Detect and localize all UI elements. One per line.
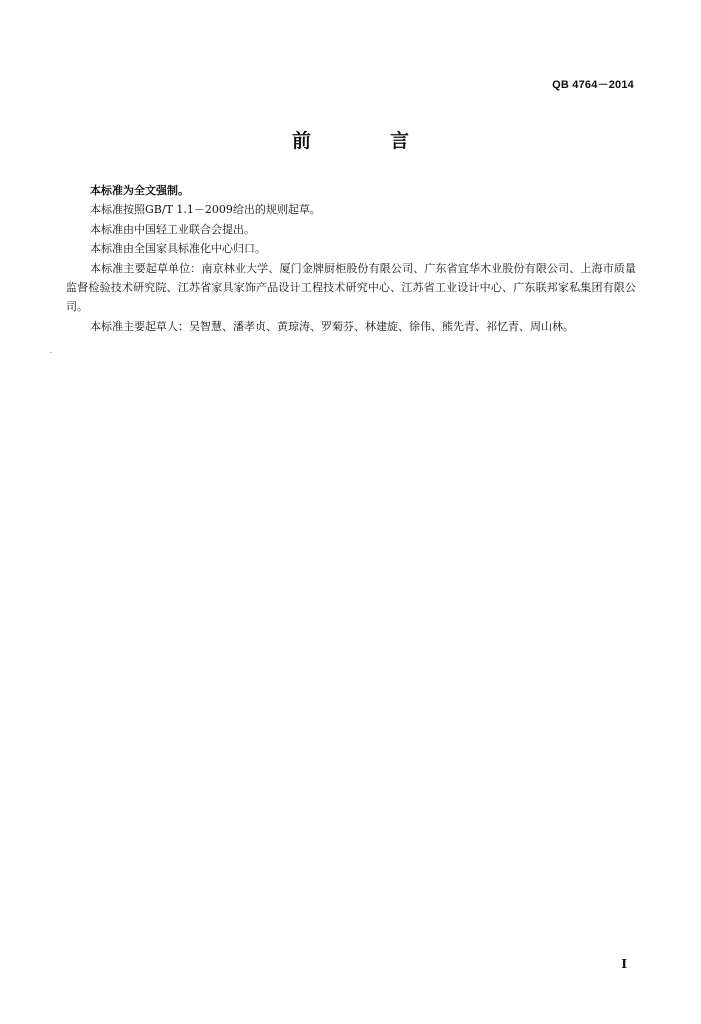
paragraph-proposed-by: 本标准由中国轻工业联合会提出。 — [90, 222, 255, 236]
scan-speck — [50, 352, 52, 353]
page-number: I — [621, 957, 627, 971]
paragraph-drafting-rules: 本标准按照GB/T 1.1－2009给出的规则起草。 — [90, 203, 321, 217]
paragraph-drafting-units: 本标准主要起草单位：南京林业大学、厦门金牌厨柜股份有限公司、广东省宜华木业股份有限公司、上海市质量监督检验技术研究院、江苏省家具家饰产品设计工程技术研究中心、江苏省工业设计中心、广东联邦家私集团有限公司。 — [66, 261, 636, 314]
paragraph-mandatory: 本标准为全文强制。 — [90, 184, 189, 197]
foreword-body — [66, 181, 636, 336]
standard-code: QB 4764－2014 — [552, 79, 634, 91]
section-title: 前 言 — [291, 130, 439, 152]
paragraph-centralized-by: 本标准由全国家具标准化中心归口。 — [90, 242, 266, 256]
paragraph-drafters: 本标准主要起草人：吴智慧、潘孝贞、黄琼涛、罗菊芬、林建旋、徐伟、熊先青、祁忆青、周山林。 — [90, 319, 574, 333]
